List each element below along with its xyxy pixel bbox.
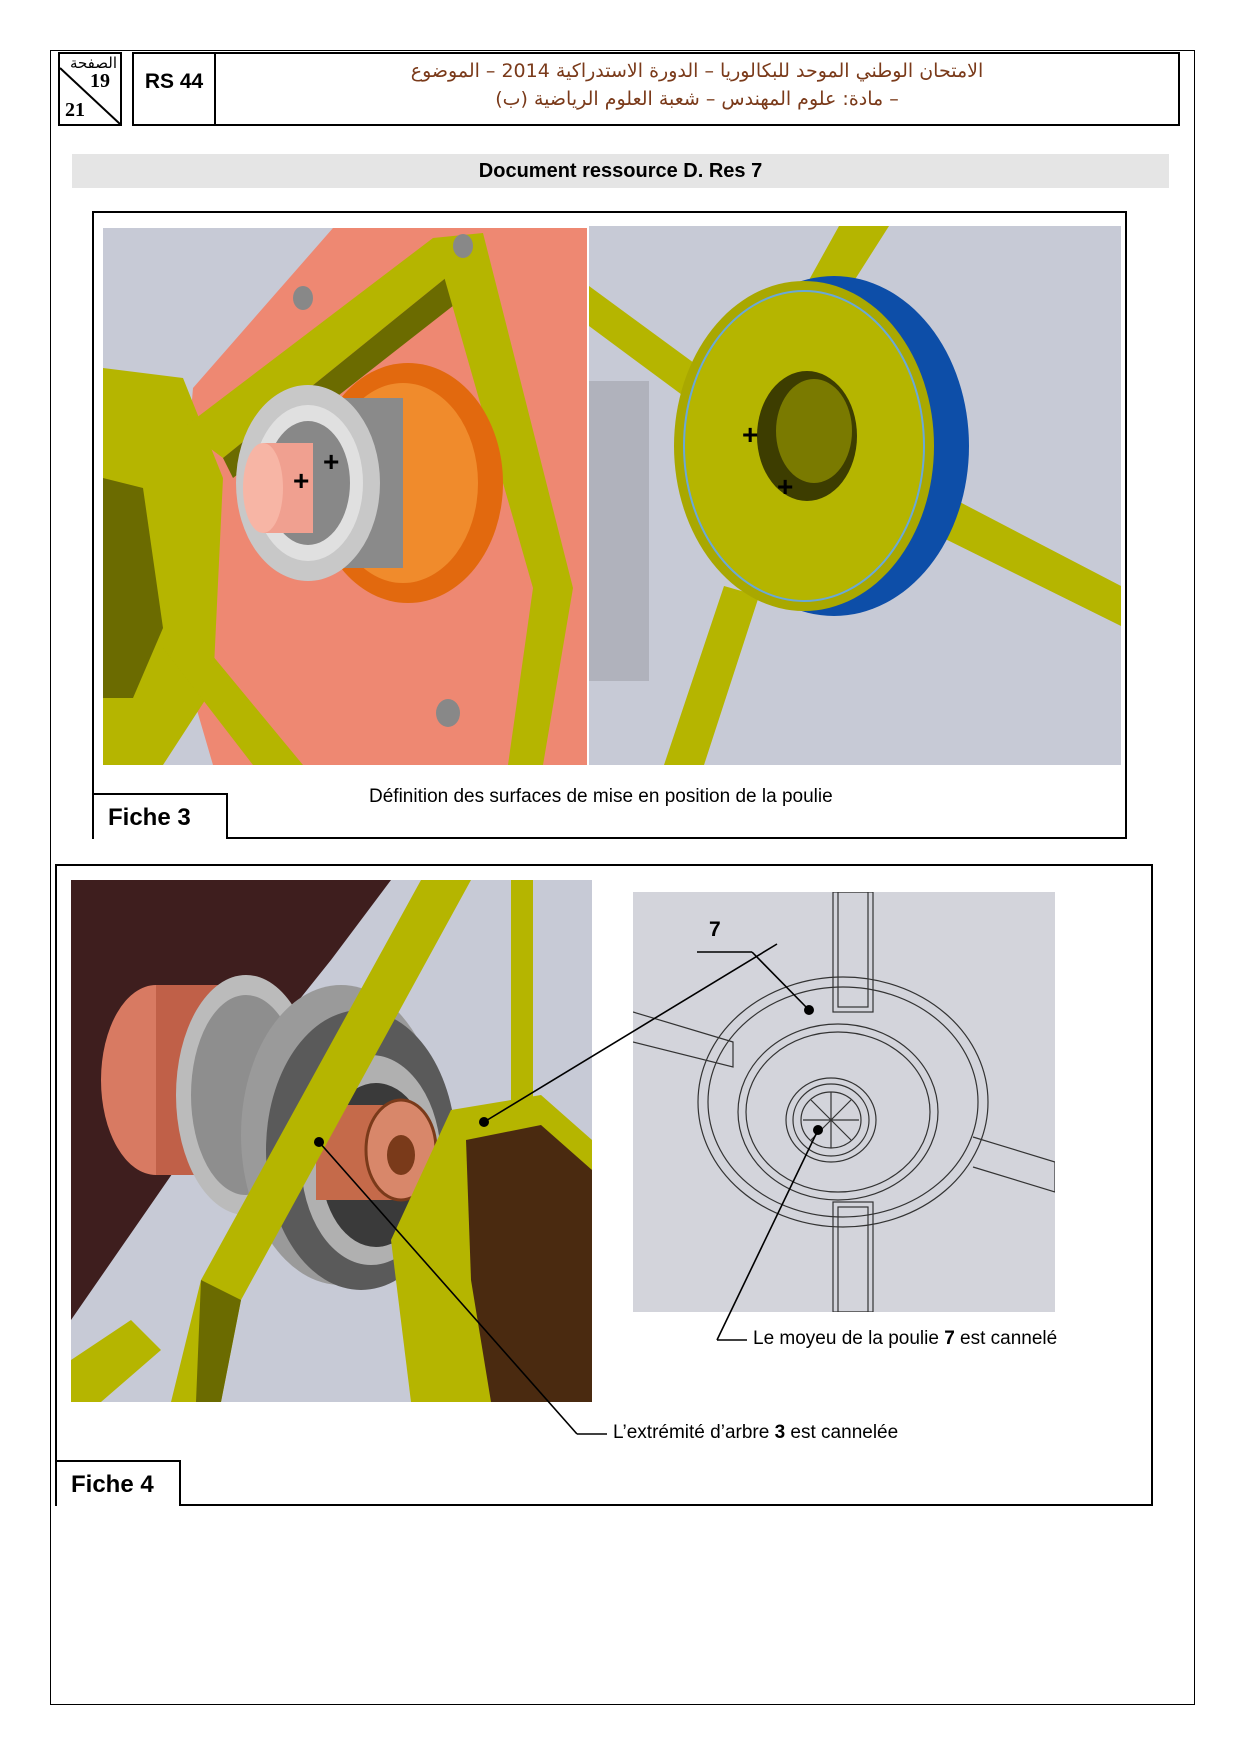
- exam-title-line2: – مادة: علوم المهندس – شعبة العلوم الرياضية (ب): [495, 88, 899, 110]
- fiche4-label: Fiche 4: [57, 1460, 181, 1506]
- page-label: الصفحة: [69, 54, 117, 72]
- fiche3-frame: [92, 211, 1127, 839]
- hub-note-pre: Le moyeu de la poulie: [753, 1328, 945, 1349]
- svg-text:+: +: [742, 419, 759, 450]
- part-number-label: 7: [709, 918, 721, 941]
- fiche3-hub-render: [589, 226, 1121, 765]
- exam-title: [214, 52, 1180, 126]
- fiche4-frame: [55, 864, 1153, 1506]
- hub-note: [753, 1328, 1057, 1350]
- svg-text:+: +: [777, 471, 794, 502]
- svg-text:+: +: [323, 446, 340, 477]
- fiche4-leader-lines: [57, 866, 1153, 1506]
- exam-title-line1: الامتحان الوطني الموحد للبكالوريا – الدورة الاستدراكية 2014 – الموضوع: [410, 60, 984, 82]
- hub-note-num: 7: [944, 1328, 955, 1349]
- svg-text:+: +: [293, 465, 310, 496]
- subject-code: RS 44: [132, 52, 216, 126]
- fiche3-bearing-render: [103, 228, 587, 765]
- fiche3-caption: Définition des surfaces de mise en position de la poulie: [369, 786, 833, 807]
- shaft-note-pre: L’extrémité d’arbre: [613, 1422, 775, 1443]
- fiche3-label: Fiche 3: [94, 793, 228, 839]
- page-number-box: [58, 52, 122, 126]
- shaft-note: [613, 1422, 898, 1444]
- page-number: 19: [90, 70, 110, 92]
- page-total: 21: [65, 99, 85, 121]
- shaft-note-num: 3: [774, 1422, 786, 1443]
- hub-note-post: est cannelé: [954, 1328, 1058, 1349]
- shaft-note-post: est cannelée: [785, 1422, 899, 1443]
- resource-title: Document ressource D. Res 7: [72, 154, 1169, 188]
